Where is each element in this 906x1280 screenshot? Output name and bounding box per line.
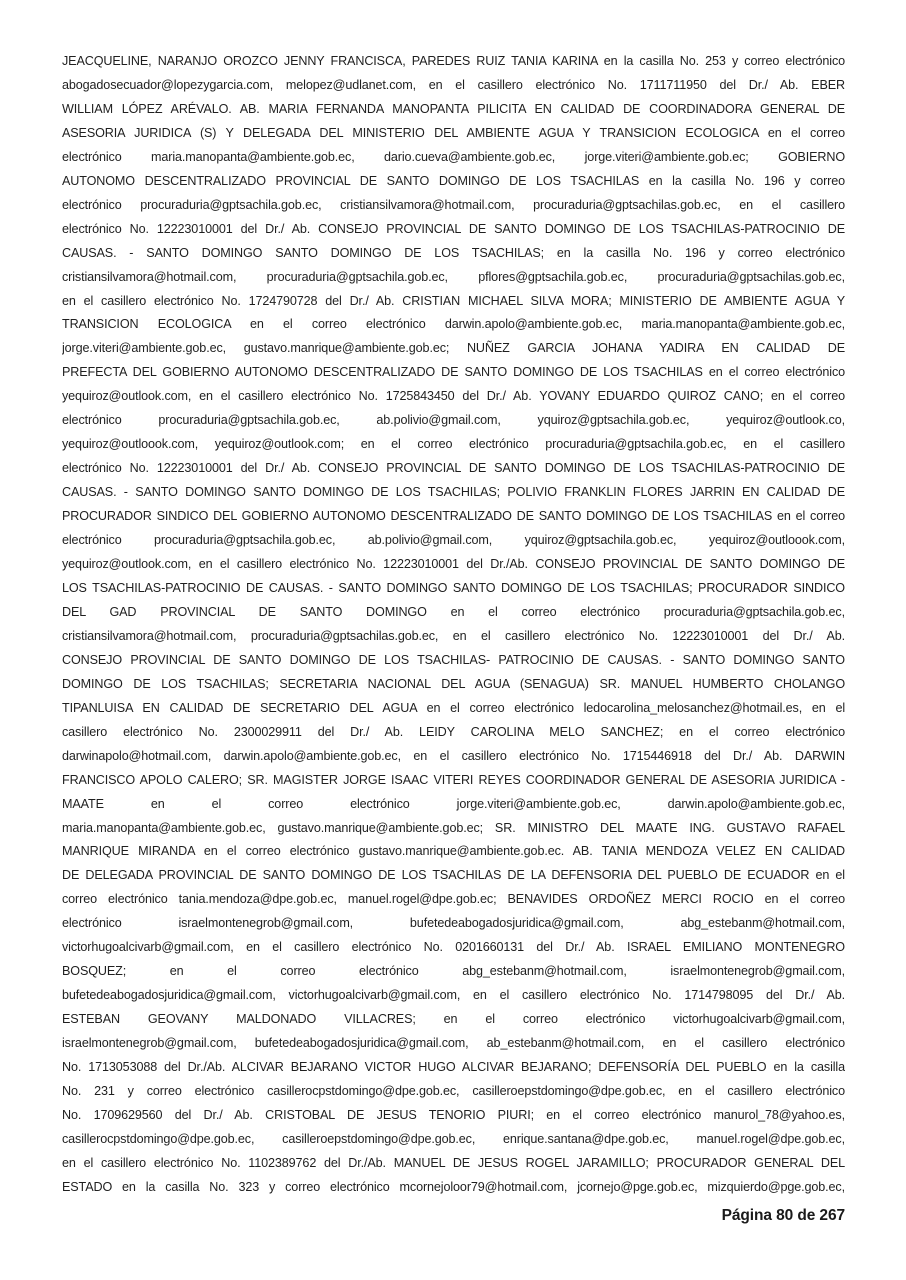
text-line: PREFECTA DEL GOBIERNO AUTONOMO DESCENTRALIZADO DE SANTO DOMINGO DE LOS TSACHILAS en el correo electrónico — [62, 365, 845, 380]
text-line: jorge.viteri@ambiente.gob.ec, gustavo.manrique@ambiente.gob.ec; NUÑEZ GARCIA JOHANA YADIRA EN CALIDAD DE — [62, 341, 845, 356]
text-line: No. 1709629560 del Dr./ Ab. CRISTOBAL DE JESUS TENORIO PIURI; en el correo electrónico manurol_78@yahoo.es, — [62, 1107, 845, 1122]
text-line: TIPANLUISA EN CALIDAD DE SECRETARIO DEL AGUA en el correo electrónico ledocarolina_melosanchez@hotmail.es, en el — [62, 700, 845, 715]
text-line: bufetedeabogadosjuridica@gmail.com, victorhugoalcivarb@gmail.com, en el casillero electrónico No. 1714798095 del Dr./ Ab. — [62, 988, 845, 1003]
text-line: yequiroz@outlook.com, en el casillero electrónico No. 12223010001 del Dr./Ab. CONSEJO PROVINCIAL DE SANTO DOMINGO DE — [62, 557, 845, 572]
page-number: Página 80 de 267 — [721, 1206, 845, 1224]
text-line: ESTEBAN GEOVANY MALDONADO VILLACRES; en el correo electrónico victorhugoalcivarb@gmail.com, — [62, 1012, 845, 1027]
text-line: yequiroz@outlook.com, en el casillero electrónico No. 1725843450 del Dr./ Ab. YOVANY EDUARDO QUIROZ CANO; en el correo — [62, 389, 845, 404]
text-line: electrónico maria.manopanta@ambiente.gob.ec, dario.cueva@ambiente.gob.ec, jorge.viteri@ambiente.gob.ec; GOBIERNO — [62, 149, 845, 164]
text-line: electrónico No. 12223010001 del Dr./ Ab. CONSEJO PROVINCIAL DE SANTO DOMINGO DE LOS TSACHILAS-PATROCINIO DE — [62, 461, 845, 476]
text-line: cristiansilvamora@hotmail.com, procuraduria@gptsachila.gob.ec, pflores@gptsachila.gob.ec, procuraduria@gptsachilas.gob.ec, — [62, 269, 845, 284]
text-line: DEL GAD PROVINCIAL DE SANTO DOMINGO en el correo electrónico procuraduria@gptsachila.gob.ec, — [62, 604, 845, 619]
text-line: TRANSICION ECOLOGICA en el correo electrónico darwin.apolo@ambiente.gob.ec, maria.manopanta@ambiente.gob.ec, — [62, 317, 845, 332]
text-line: casillero electrónico No. 2300029911 del Dr./ Ab. LEIDY CAROLINA MELO SANCHEZ; en el correo electrónico — [62, 724, 845, 739]
text-line: No. 231 y correo electrónico casillerocpstdomingo@dpe.gob.ec, casilleroepstdomingo@dpe.gob.ec, en el casillero electrónico — [62, 1083, 845, 1098]
text-line: FRANCISCO APOLO CALERO; SR. MAGISTER JORGE ISAAC VITERI REYES COORDINADOR GENERAL DE ASESORIA JURIDICA - — [62, 772, 845, 787]
text-line: electrónico procuraduria@gptsachila.gob.ec, ab.polivio@gmail.com, yquiroz@gptsachila.gob.ec, yequiroz@outlook.co, — [62, 413, 845, 428]
text-line: WILLIAM LÓPEZ ARÉVALO. AB. MARIA FERNANDA MANOPANTA PILICITA EN CALIDAD DE COORDINADORA GENERAL DE — [62, 101, 845, 116]
text-line: CAUSAS. - SANTO DOMINGO SANTO DOMINGO DE LOS TSACHILAS; POLIVIO FRANKLIN FLORES JARRIN EN CALIDAD DE — [62, 485, 845, 500]
page-footer — [62, 1207, 845, 1225]
document-body — [62, 50, 845, 1200]
text-line: en el casillero electrónico No. 1724790728 del Dr./ Ab. CRISTIAN MICHAEL SILVA MORA; MINISTERIO DE AMBIENTE AGUA Y — [62, 293, 845, 308]
text-line: victorhugoalcivarb@gmail.com, en el casillero electrónico No. 0201660131 del Dr./ Ab. ISRAEL EMILIANO MONTENEGRO — [62, 940, 845, 955]
text-line: yequiroz@outloook.com, yequiroz@outlook.com; en el correo electrónico procuraduria@gptsachila.gob.ec, en el casillero — [62, 437, 845, 452]
text-line: No. 1713053088 del Dr./Ab. ALCIVAR BEJARANO VICTOR HUGO ALCIVAR BEJARANO; DEFENSORÍA DEL PUEBLO en la casilla — [62, 1060, 845, 1075]
text-line: ASESORIA JURIDICA (S) Y DELEGADA DEL MINISTERIO DEL AMBIENTE AGUA Y TRANSICION ECOLOGICA en el correo — [62, 125, 845, 140]
text-line: en el casillero electrónico No. 1102389762 del Dr./Ab. MANUEL DE JESUS ROGEL JARAMILLO; PROCURADOR GENERAL DEL — [62, 1155, 845, 1170]
text-line: JEACQUELINE, NARANJO OROZCO JENNY FRANCISCA, PAREDES RUIZ TANIA KARINA en la casilla No. 253 y correo electrónico — [62, 54, 845, 68]
text-line: CONSEJO PROVINCIAL DE SANTO DOMINGO DE LOS TSACHILAS- PATROCINIO DE CAUSAS. - SANTO DOMINGO SANTO — [62, 652, 845, 667]
text-line: LOS TSACHILAS-PATROCINIO DE CAUSAS. - SANTO DOMINGO SANTO DOMINGO DE LOS TSACHILAS; PROCURADOR SINDICO — [62, 580, 845, 595]
text-line: darwinapolo@hotmail.com, darwin.apolo@ambiente.gob.ec, en el casillero electrónico No. 1715446918 del Dr./ Ab. DARWIN — [62, 748, 845, 763]
text-line: israelmontenegrob@gmail.com, bufetedeabogadosjuridica@gmail.com, ab_estebanm@hotmail.com, en el casillero electrónico — [62, 1036, 845, 1051]
text-line: BOSQUEZ; en el correo electrónico abg_estebanm@hotmail.com, israelmontenegrob@gmail.com, — [62, 964, 845, 979]
text-line: MANRIQUE MIRANDA en el correo electrónico gustavo.manrique@ambiente.gob.ec. AB. TANIA MENDOZA VELEZ EN CALIDAD — [62, 844, 845, 859]
text-line: casillerocpstdomingo@dpe.gob.ec, casilleroepstdomingo@dpe.gob.ec, enrique.santana@dpe.gob.ec, manuel.rogel@dpe.gob.ec, — [62, 1131, 845, 1146]
text-line: DOMINGO DE LOS TSACHILAS; SECRETARIA NACIONAL DEL AGUA (SENAGUA) SR. MANUEL HUMBERTO CHOLANGO — [62, 676, 845, 691]
text-line: MAATE en el correo electrónico jorge.viteri@ambiente.gob.ec, darwin.apolo@ambiente.gob.ec, — [62, 796, 845, 811]
text-line: ESTADO en la casilla No. 323 y correo electrónico mcornejoloor79@hotmail.com, jcornejo@pge.gob.ec, mizquierdo@pge.gob.ec, — [62, 1179, 845, 1194]
text-line: electrónico procuraduria@gptsachila.gob.ec, ab.polivio@gmail.com, yquiroz@gptsachila.gob.ec, yequiroz@outloook.com, — [62, 533, 845, 548]
text-line: maria.manopanta@ambiente.gob.ec, gustavo.manrique@ambiente.gob.ec; SR. MINISTRO DEL MAATE ING. GUSTAVO RAFAEL — [62, 820, 845, 835]
text-line: DE DELEGADA PROVINCIAL DE SANTO DOMINGO DE LOS TSACHILAS DE LA DEFENSORIA DEL PUEBLO DE ECUADOR en el — [62, 868, 845, 883]
text-line: PROCURADOR SINDICO DEL GOBIERNO AUTONOMO DESCENTRALIZADO DE SANTO DOMINGO DE LOS TSACHILAS en el correo — [62, 509, 845, 524]
text-line: cristiansilvamora@hotmail.com, procuraduria@gptsachilas.gob.ec, en el casillero electrónico No. 12223010001 del Dr./ Ab. — [62, 628, 845, 643]
text-line: CAUSAS. - SANTO DOMINGO SANTO DOMINGO DE LOS TSACHILAS; en la casilla No. 196 y correo electrónico — [62, 245, 845, 260]
text-line: electrónico No. 12223010001 del Dr./ Ab. CONSEJO PROVINCIAL DE SANTO DOMINGO DE LOS TSACHILAS-PATROCINIO DE — [62, 221, 845, 236]
text-line: correo electrónico tania.mendoza@dpe.gob.ec, manuel.rogel@dpe.gob.ec; BENAVIDES ORDOÑEZ MERCI ROCIO en el correo — [62, 892, 845, 907]
text-line: electrónico procuraduria@gptsachila.gob.ec, cristiansilvamora@hotmail.com, procuraduria@gptsachilas.gob.ec, en el casillero — [62, 197, 845, 212]
text-line: electrónico israelmontenegrob@gmail.com, bufetedeabogadosjuridica@gmail.com, abg_estebanm@hotmail.com, — [62, 916, 845, 931]
text-line: abogadosecuador@lopezygarcia.com, melopez@udlanet.com, en el casillero electrónico No. 1711711950 del Dr./ Ab. EBER — [62, 77, 845, 92]
text-line: AUTONOMO DESCENTRALIZADO PROVINCIAL DE SANTO DOMINGO DE LOS TSACHILAS en la casilla No. 196 y correo — [62, 173, 845, 188]
